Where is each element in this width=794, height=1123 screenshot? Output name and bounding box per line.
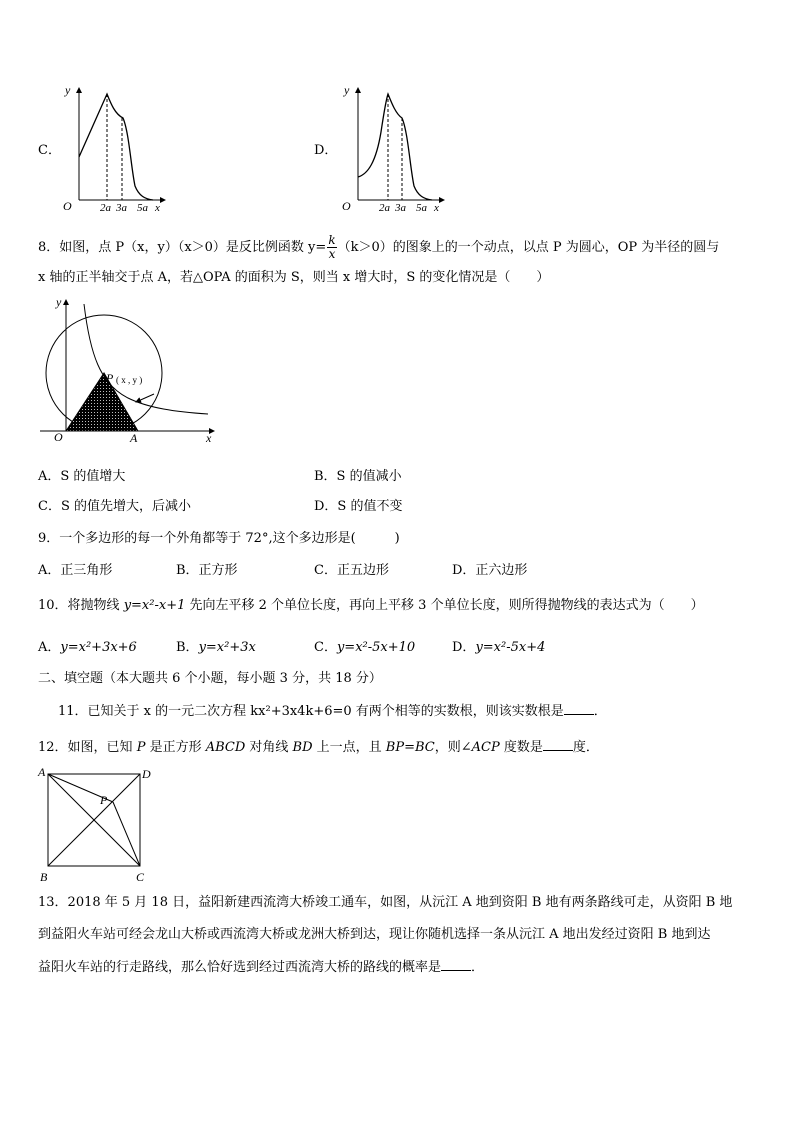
q10-option-c — [314, 639, 415, 657]
q12-text-d: 上一点，且 — [312, 740, 386, 755]
q8-fraction-numerator: k — [328, 233, 336, 247]
q11-stem-text: 11．已知关于 x 的一元二次方程 kx²+3x4k+6=0 有两个相等的实数根，则该实数根是 — [58, 704, 564, 719]
graph-d-tick-3a: 3a — [395, 202, 406, 214]
q12-fig-label-c: C — [136, 870, 145, 884]
q12-fig-label-a: A — [38, 765, 46, 779]
graph-d-tick-5a: 5a — [416, 202, 427, 214]
q10-option-d-formula: y=x²-5x+4 — [475, 640, 546, 655]
graph-option-c — [55, 82, 170, 214]
q12-text-e: ，则∠ — [434, 740, 472, 755]
q8-figure — [36, 294, 222, 446]
q8-option-c: C．S 的值先增大，后减小 — [38, 499, 191, 514]
q13-line3 — [38, 958, 484, 977]
q8-fraction — [327, 234, 336, 261]
graph-d-x-label: x — [434, 202, 439, 214]
q8-fig-p-coords: ( x , y ) — [116, 375, 143, 385]
q12-square-figure — [34, 764, 158, 884]
q10-option-a-prefix: A． — [38, 640, 61, 655]
answer-blank — [441, 958, 471, 971]
graph-d-y-label: y — [344, 83, 350, 97]
q12-diagonal-name: BD — [292, 740, 313, 755]
q8-stem-line2: x 轴的正半轴交于点 A，若△OPA 的面积为 S，则当 x 增大时，S 的变化情况是（ ） — [38, 270, 550, 285]
q10-option-c-prefix: C． — [314, 640, 337, 655]
q12-point-p: P — [136, 740, 146, 755]
graph-c-tick-2a: 2a — [100, 202, 111, 214]
q13-line3-end: ． — [471, 960, 485, 975]
q9-option-c: C．正五边形 — [314, 563, 389, 578]
option-c-label: C． — [38, 143, 61, 158]
q9-option-d: D．正六边形 — [452, 563, 528, 578]
q13-line1: 13．2018 年 5 月 18 日，益阳新建西流湾大桥竣工通车，如图，从沅江 A 地到资阳 B 地有两条路线可走，从资阳 B 地 — [38, 895, 733, 910]
q12-stem-end: 度． — [572, 740, 599, 755]
q8-option-b: B．S 的值减小 — [314, 469, 402, 484]
q12-stem — [38, 738, 599, 757]
graph-c-y-label: y — [65, 83, 71, 97]
q12-condition: BP=BC — [385, 740, 435, 755]
q8-stem-text-b: （k＞0）的图象上的一个动点，以点 P 为圆心，OP 为半径的圆与 — [337, 240, 720, 255]
q8-fig-origin-label: O — [54, 430, 63, 444]
q12-text-c: 对角线 — [245, 740, 293, 755]
answer-blank — [564, 702, 594, 715]
q10-stem — [38, 597, 704, 615]
q10-option-b-prefix: B． — [176, 640, 199, 655]
q10-option-b — [176, 639, 256, 657]
q8-option-d: D．S 的值不变 — [314, 499, 403, 514]
q8-fig-p-label: P — [106, 371, 114, 385]
q10-option-c-formula: y=x²-5x+10 — [336, 640, 416, 655]
graph-c-tick-5a: 5a — [137, 202, 148, 214]
q8-fig-x-label: x — [206, 431, 212, 445]
q9-stem: 9．一个多边形的每一个外角都等于 72°,这个多边形是( ) — [38, 531, 400, 546]
q8-stem-line1 — [38, 234, 719, 261]
q10-stem-text-b: 先向左平移 2 个单位长度，再向上平移 3 个单位长度，则所得抛物线的表达式为（ ） — [185, 598, 704, 613]
graph-d-origin-label: O — [342, 199, 351, 213]
q8-option-a: A．S 的值增大 — [38, 469, 126, 484]
q12-square-name: ABCD — [205, 740, 246, 755]
q9-option-a: A．正三角形 — [38, 563, 113, 578]
q12-text-f: 度数是 — [499, 740, 543, 755]
q10-option-b-formula: y=x²+3x — [198, 640, 256, 655]
q10-option-a-formula: y=x²+3x+6 — [60, 640, 137, 655]
q13-line2: 到益阳火车站可经会龙山大桥或西流湾大桥或龙洲大桥到达，现让你随机选择一条从沅江 A 地出发经过资阳 B 地到达 — [38, 927, 711, 942]
graph-option-d — [334, 82, 449, 214]
answer-blank — [543, 738, 573, 751]
option-d-label: D． — [314, 143, 338, 158]
graph-c-x-label: x — [155, 202, 160, 214]
q11-stem — [58, 702, 607, 721]
q12-fig-label-p: P — [100, 793, 108, 807]
q10-option-d-prefix: D． — [452, 640, 476, 655]
q8-fig-a-label: A — [130, 431, 138, 445]
q8-fig-y-label: y — [56, 295, 62, 309]
q12-fig-label-d: D — [142, 767, 151, 781]
q8-stem-text-a: 8．如图，点 P（x，y）（x＞0）是反比例函数 y= — [38, 240, 327, 255]
section-heading: 二、填空题（本大题共 6 个小题，每小题 3 分，共 18 分） — [38, 671, 382, 686]
graph-c-origin-label: O — [63, 199, 72, 213]
q10-stem-formula: y=x²-x+1 — [123, 598, 186, 613]
q13-line3-text: 益阳火车站的行走路线，那么恰好选到经过西流湾大桥的路线的概率是 — [38, 960, 442, 975]
graph-c-tick-3a: 3a — [116, 202, 127, 214]
q9-option-b: B．正方形 — [176, 563, 238, 578]
q10-stem-text-a: 10．将抛物线 — [38, 598, 124, 613]
graph-d-tick-2a: 2a — [379, 202, 390, 214]
q12-fig-label-b: B — [40, 870, 48, 884]
q12-text-b: 是正方形 — [145, 740, 206, 755]
q11-stem-end: ． — [593, 704, 607, 719]
q12-text-a: 12．如图，已知 — [38, 740, 137, 755]
q10-option-d — [452, 639, 545, 657]
q8-fraction-denominator: x — [328, 247, 336, 261]
q10-option-a — [38, 639, 137, 657]
q12-angle-name: ACP — [471, 740, 500, 755]
